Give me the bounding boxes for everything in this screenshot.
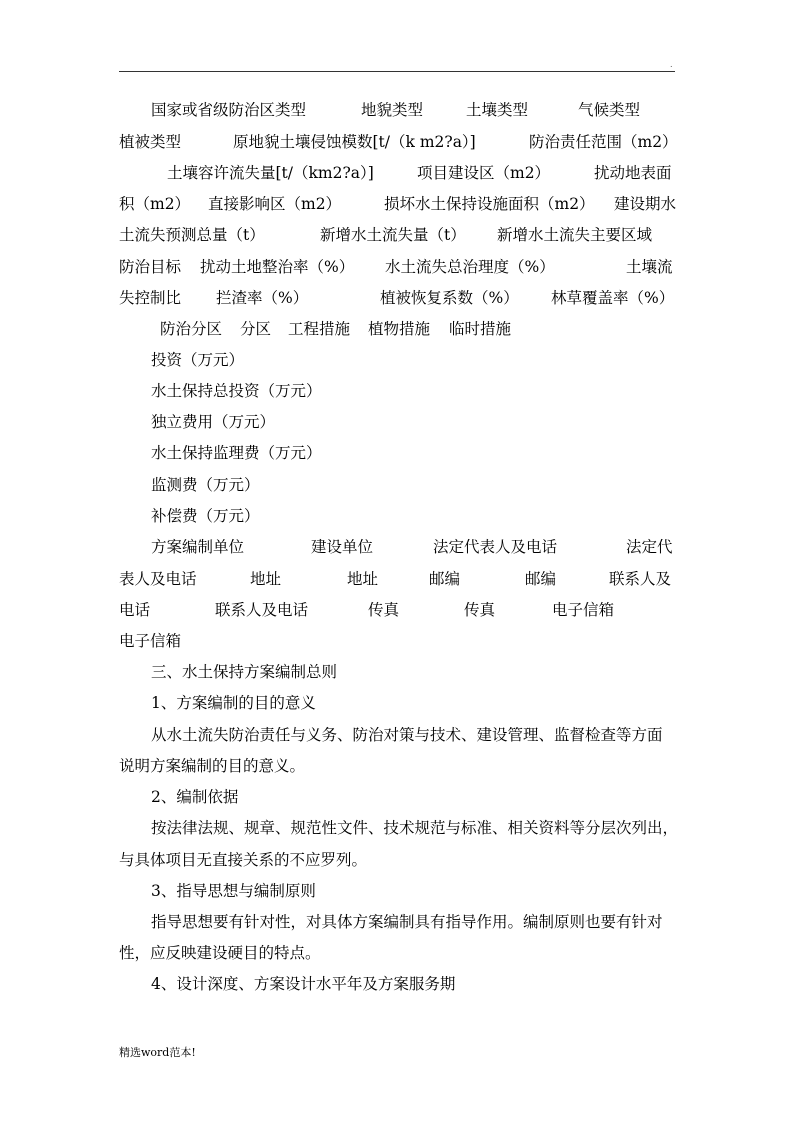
cell: 气候类型 bbox=[578, 101, 641, 119]
cell: 建设期水 bbox=[614, 195, 677, 213]
cell: 植被恢复系数（%） bbox=[380, 289, 519, 307]
cell: 土流失预测总量（t） bbox=[119, 226, 265, 244]
header-mark: . bbox=[670, 60, 673, 69]
cell: 水土保持监理费（万元） bbox=[151, 444, 322, 462]
cell: 植被类型 bbox=[119, 133, 182, 151]
cell: 监测费（万元） bbox=[151, 476, 260, 494]
cell: 方案编制单位 bbox=[151, 538, 245, 556]
cell: 表人及电话 bbox=[119, 570, 197, 588]
cell: 分区 bbox=[240, 320, 272, 338]
cell: 地址 bbox=[250, 570, 282, 588]
cell: 积（m2） bbox=[119, 195, 191, 213]
footer-text: 精选word范本! bbox=[119, 1046, 196, 1059]
cell: 防治目标 bbox=[119, 258, 182, 276]
cell: 传真 bbox=[368, 601, 400, 619]
cell: 电话 bbox=[119, 601, 151, 619]
cell: 失控制比 bbox=[119, 289, 182, 307]
cell: 工程措施 bbox=[288, 320, 351, 338]
cell: 地址 bbox=[347, 570, 379, 588]
cell: 损坏水土保持设施面积（m2） bbox=[384, 195, 595, 213]
cell: 建设单位 bbox=[311, 538, 374, 556]
cell: 扰动地表面 bbox=[594, 164, 672, 182]
cell: 防治分区 bbox=[160, 320, 223, 338]
cell: 原地貌土壤侵蚀模数[t/（k m2?a）] bbox=[233, 133, 476, 151]
cell: 传真 bbox=[464, 601, 496, 619]
cell: 林草覆盖率（%） bbox=[551, 289, 675, 307]
cell: 土壤类型 bbox=[466, 101, 529, 119]
cell: 联系人及电话 bbox=[215, 601, 309, 619]
cell: 地貌类型 bbox=[361, 101, 424, 119]
cell: 水土保持总投资（万元） bbox=[151, 382, 322, 400]
cell: 土壤容许流失量[t/（km2?a）] bbox=[167, 164, 374, 182]
cell: 投资（万元） bbox=[151, 351, 245, 369]
header-rule bbox=[119, 71, 675, 72]
cell: 拦渣率（%） bbox=[216, 289, 309, 307]
cell: 直接影响区（m2） bbox=[208, 195, 342, 213]
cell: 补偿费（万元） bbox=[151, 507, 260, 525]
cell: 土壤流 bbox=[626, 258, 673, 276]
cell: 植物措施 bbox=[368, 320, 431, 338]
cell: 防治责任范围（m2） bbox=[529, 133, 678, 151]
cell: 电子信箱 bbox=[552, 601, 615, 619]
cell: 水土流失总治理度（%） bbox=[385, 258, 555, 276]
cell: 新增水土流失主要区域 bbox=[497, 226, 653, 244]
cell: 临时措施 bbox=[449, 320, 512, 338]
cell: 邮编 bbox=[525, 570, 557, 588]
cell: 项目建设区（m2） bbox=[417, 164, 551, 182]
cell: 联系人及 bbox=[609, 570, 672, 588]
cell: 邮编 bbox=[429, 570, 461, 588]
cell: 独立费用（万元） bbox=[151, 413, 276, 431]
cell: 法定代表人及电话 bbox=[433, 538, 558, 556]
cell: 电子信箱 bbox=[119, 632, 182, 650]
cell: 扰动土地整治率（%） bbox=[200, 258, 355, 276]
cell: 国家或省级防治区类型 bbox=[151, 101, 307, 119]
cell: 法定代 bbox=[626, 538, 673, 556]
cell: 新增水土流失量（t） bbox=[320, 226, 466, 244]
